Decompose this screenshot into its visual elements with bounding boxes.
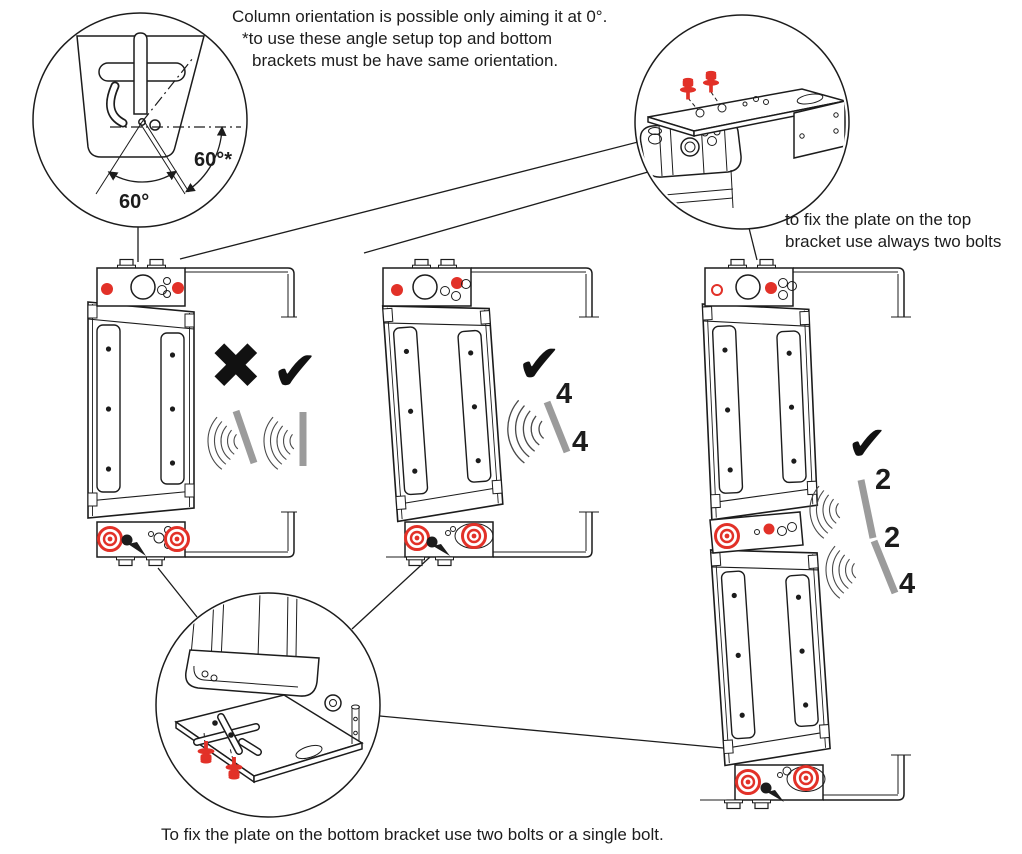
bolt-head-icon xyxy=(117,557,135,566)
bolt-head-icon xyxy=(439,260,457,269)
aim-verdict-art xyxy=(193,390,350,491)
angle-label-range: 60° xyxy=(119,191,150,213)
top-bracket-plate xyxy=(97,260,185,307)
bolt-head-icon xyxy=(147,557,165,566)
tilted-column-bar xyxy=(236,411,254,463)
wall-bracket-arm-top xyxy=(471,268,599,317)
t-handle-stem xyxy=(134,33,147,114)
red-target-bolt xyxy=(716,525,739,548)
tilted-column-bar xyxy=(861,480,873,538)
column-bottom-3d xyxy=(186,650,319,696)
column-tilted-single xyxy=(383,260,612,566)
bolt-head-icon xyxy=(118,260,136,269)
red-bolt-dot xyxy=(391,284,403,296)
red-target-bolt xyxy=(795,767,818,790)
column-straight xyxy=(88,260,351,566)
bottom-bracket-detail-circle xyxy=(156,590,380,817)
wall-bracket-arm-top xyxy=(793,268,911,317)
note-top-bracket-line2: bracket use always two bolts xyxy=(785,232,1002,251)
top-bracket-detail-circle xyxy=(635,15,849,229)
bolt-head-icon xyxy=(148,260,166,269)
red-target-bolt xyxy=(166,528,189,551)
note-top-bracket-line1: to fix the plate on the top xyxy=(785,210,972,229)
splay-angle-label: 2 xyxy=(875,464,892,496)
angle-label-rotation: 60°* xyxy=(194,149,233,171)
red-target-bolt xyxy=(463,525,486,548)
red-bolt-dot xyxy=(101,283,113,295)
bolt-head-icon xyxy=(725,800,743,809)
red-bolt-dot xyxy=(765,282,777,294)
note-bottom-bracket xyxy=(161,824,664,846)
splay-angle-label: 2 xyxy=(884,522,901,554)
note-top-bracket xyxy=(785,209,1001,253)
wall-bracket-arm-top xyxy=(185,268,297,317)
speaker-cabinet xyxy=(711,543,831,766)
splay-angle-label: 4 xyxy=(899,568,916,600)
speaker-cabinet xyxy=(88,302,194,518)
bottom-bracket-plate xyxy=(97,522,189,566)
note-orientation-line2: *to use these angle setup top and bottom xyxy=(242,29,553,48)
check-mark-icon: ✔ xyxy=(847,418,888,471)
pivot-bolt xyxy=(150,120,160,130)
bolt-head-icon xyxy=(413,260,431,269)
check-mark-icon: ✔ xyxy=(517,335,562,394)
bolt-head-icon xyxy=(729,260,747,269)
bolt-head-icon xyxy=(753,800,771,809)
speaker-cabinet xyxy=(702,299,817,519)
middle-joint-plate xyxy=(710,512,803,553)
bottom-bracket-plate xyxy=(725,765,826,809)
splay-angle-label: 4 xyxy=(556,378,573,410)
red-target-bolt xyxy=(406,527,429,550)
red-target-bolt xyxy=(737,771,760,794)
red-bolt-dot xyxy=(764,524,775,535)
note-bottom-bracket-text: To fix the plate on the bottom bracket use two bolts or a single bolt. xyxy=(161,825,664,844)
note-orientation-line3: brackets must be have same orientation. xyxy=(252,51,559,70)
splay-angle-label: 4 xyxy=(572,426,589,458)
bottom-bracket-plate xyxy=(405,522,493,566)
wall-bracket-arm-bottom xyxy=(185,512,297,557)
bolt-head-icon xyxy=(436,557,454,566)
cross-mark-icon: ✖ xyxy=(209,330,263,402)
red-target-bolt xyxy=(99,528,122,551)
speaker-cabinet xyxy=(383,299,504,522)
note-orientation xyxy=(232,6,607,72)
red-bolt-dot xyxy=(172,282,184,294)
column-tilted-stack xyxy=(700,260,916,809)
note-orientation-line1: Column orientation is possible only aiming it at 0°. xyxy=(232,7,608,26)
top-bracket-plate xyxy=(705,260,797,307)
bolt-head-icon xyxy=(407,557,425,566)
check-mark-icon: ✔ xyxy=(272,340,319,402)
top-bracket-plate xyxy=(383,260,471,307)
bolt-head-icon xyxy=(758,260,776,269)
